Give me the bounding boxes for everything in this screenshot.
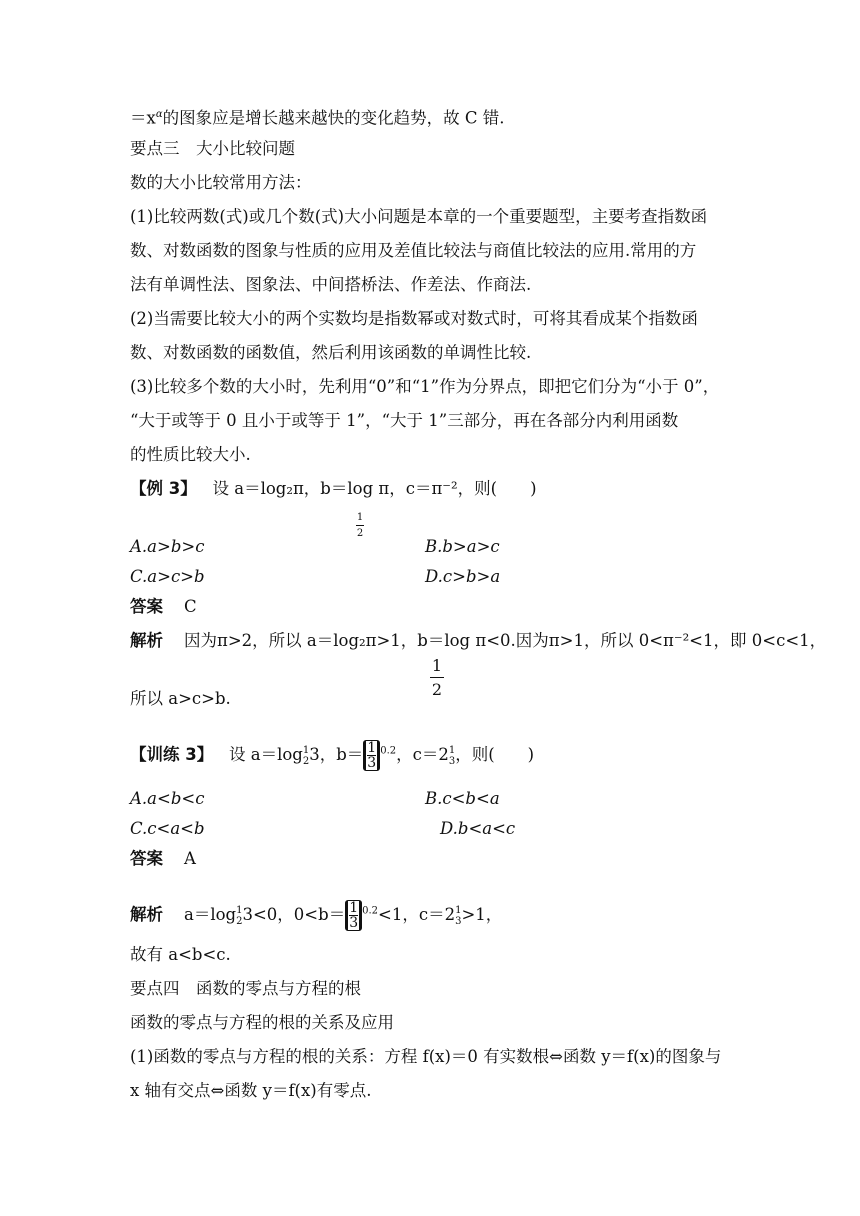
- numerator: 1: [302, 744, 310, 756]
- option-a: A.a<b<c: [130, 789, 205, 808]
- paragraph: 函数的零点与方程的根的关系及应用: [130, 1013, 394, 1032]
- paragraph: (1)函数的零点与方程的根的关系：方程 f(x)＝0 有实数根⇔函数 y＝f(x)的图象与: [130, 1047, 722, 1066]
- log-base-fraction: [430, 656, 444, 699]
- paragraph: 的性质比较大小.: [130, 445, 251, 464]
- parenthesized-fraction: [363, 740, 380, 771]
- paragraph: 数、对数函数的图象与性质的应用及差值比较法与商值比较法的应用.常用的方: [130, 241, 697, 260]
- section-heading: 要点四 函数的零点与方程的根: [130, 979, 361, 998]
- training-tag: 【训练 3】: [130, 745, 214, 764]
- denominator: 3: [455, 915, 462, 927]
- text: 3，b＝: [309, 745, 364, 764]
- denominator: 2: [431, 680, 443, 699]
- numerator: 1: [431, 656, 443, 675]
- paragraph: 数的大小比较常用方法：: [130, 173, 312, 192]
- denominator: 2: [356, 528, 364, 539]
- option-a: A.a>b>c: [130, 537, 205, 556]
- numerator: 1: [236, 904, 243, 916]
- paragraph: x 轴有交点⇔函数 y＝f(x)有零点.: [130, 1081, 372, 1100]
- numerator: 1: [356, 512, 364, 523]
- denominator: 3: [349, 915, 359, 931]
- text: <1，c＝2: [378, 905, 456, 924]
- text: 的图象应是增长越来越快的变化趋势，故 C 错.: [162, 108, 505, 128]
- denominator: 3: [448, 755, 456, 767]
- text: 设 a＝log: [228, 745, 303, 764]
- fraction-bar: [356, 525, 364, 526]
- answer-value: C: [183, 597, 197, 616]
- denominator: 3: [367, 755, 377, 771]
- paragraph: (1)比较两数(式)或几个数(式)大小问题是本章的一个重要题型，主要考查指数函: [130, 207, 708, 226]
- solution-text: 因为π>2，所以 a＝log₂π>1，b＝log π<0.因为π>1，所以 0<π⁻²<1，即 0<c<1，: [183, 631, 827, 650]
- paragraph: (3)比较多个数的大小时，先利用“0”和“1”作为分界点，即把它们分为“小于 0”，: [130, 377, 720, 396]
- option-b: B.b>a>c: [425, 537, 500, 556]
- parenthesized-fraction: [345, 900, 362, 931]
- numerator: 1: [349, 900, 359, 916]
- text: >1，: [461, 905, 503, 924]
- answer-line: [130, 848, 196, 870]
- text: ，则( ): [455, 745, 535, 764]
- log-base-fraction: [356, 512, 364, 539]
- answer-label: 答案: [130, 597, 163, 616]
- text: 3<0，0<b＝: [242, 905, 346, 924]
- example-question: 设 a＝log₂π，b＝log π，c＝π⁻²，则( ): [212, 479, 537, 498]
- option-c: C.c<a<b: [130, 819, 205, 838]
- exponent: 0.2: [362, 905, 379, 917]
- text: a＝log: [183, 905, 237, 924]
- fraction-bar: [430, 677, 444, 678]
- solution-conclusion: 故有 a<b<c.: [130, 945, 231, 964]
- denominator: 2: [302, 755, 310, 767]
- text-line: [130, 104, 504, 130]
- option-d: D.b<a<c: [440, 819, 516, 838]
- section-heading: 要点三 大小比较问题: [130, 139, 295, 158]
- example-tag: 【例 3】: [130, 479, 197, 498]
- paragraph: 数、对数函数的函数值，然后利用该函数的单调性比较.: [130, 343, 532, 362]
- option-b: B.c<b<a: [425, 789, 500, 808]
- numerator: 1: [367, 740, 377, 756]
- text: ，c＝2: [396, 745, 449, 764]
- answer-line: [130, 596, 197, 618]
- solution-label: 解析: [130, 905, 163, 924]
- denominator: 2: [236, 915, 243, 927]
- option-d: D.c>b>a: [425, 567, 501, 586]
- option-c: C.a>c>b: [130, 567, 205, 586]
- numerator: 1: [455, 904, 462, 916]
- solution-line: [130, 900, 502, 931]
- solution-line: [130, 630, 826, 652]
- exponent: 0.2: [380, 745, 397, 757]
- text: ＝x: [130, 108, 156, 128]
- answer-value: A: [183, 849, 196, 868]
- superscript: α: [155, 109, 163, 120]
- paragraph: 法有单调性法、图象法、中间搭桥法、作差法、作商法.: [130, 275, 532, 294]
- solution-label: 解析: [130, 631, 163, 650]
- training-stem: [130, 740, 534, 771]
- solution-conclusion: 所以 a>c>b.: [130, 689, 231, 708]
- example-stem: [130, 478, 537, 500]
- numerator: 1: [448, 744, 456, 756]
- paragraph: (2)当需要比较大小的两个实数均是指数幂或对数式时，可将其看成某个指数函: [130, 309, 698, 328]
- answer-label: 答案: [130, 849, 163, 868]
- paragraph: “大于或等于 0 且小于或等于 1”，“大于 1”三部分，再在各部分内利用函数: [130, 411, 679, 430]
